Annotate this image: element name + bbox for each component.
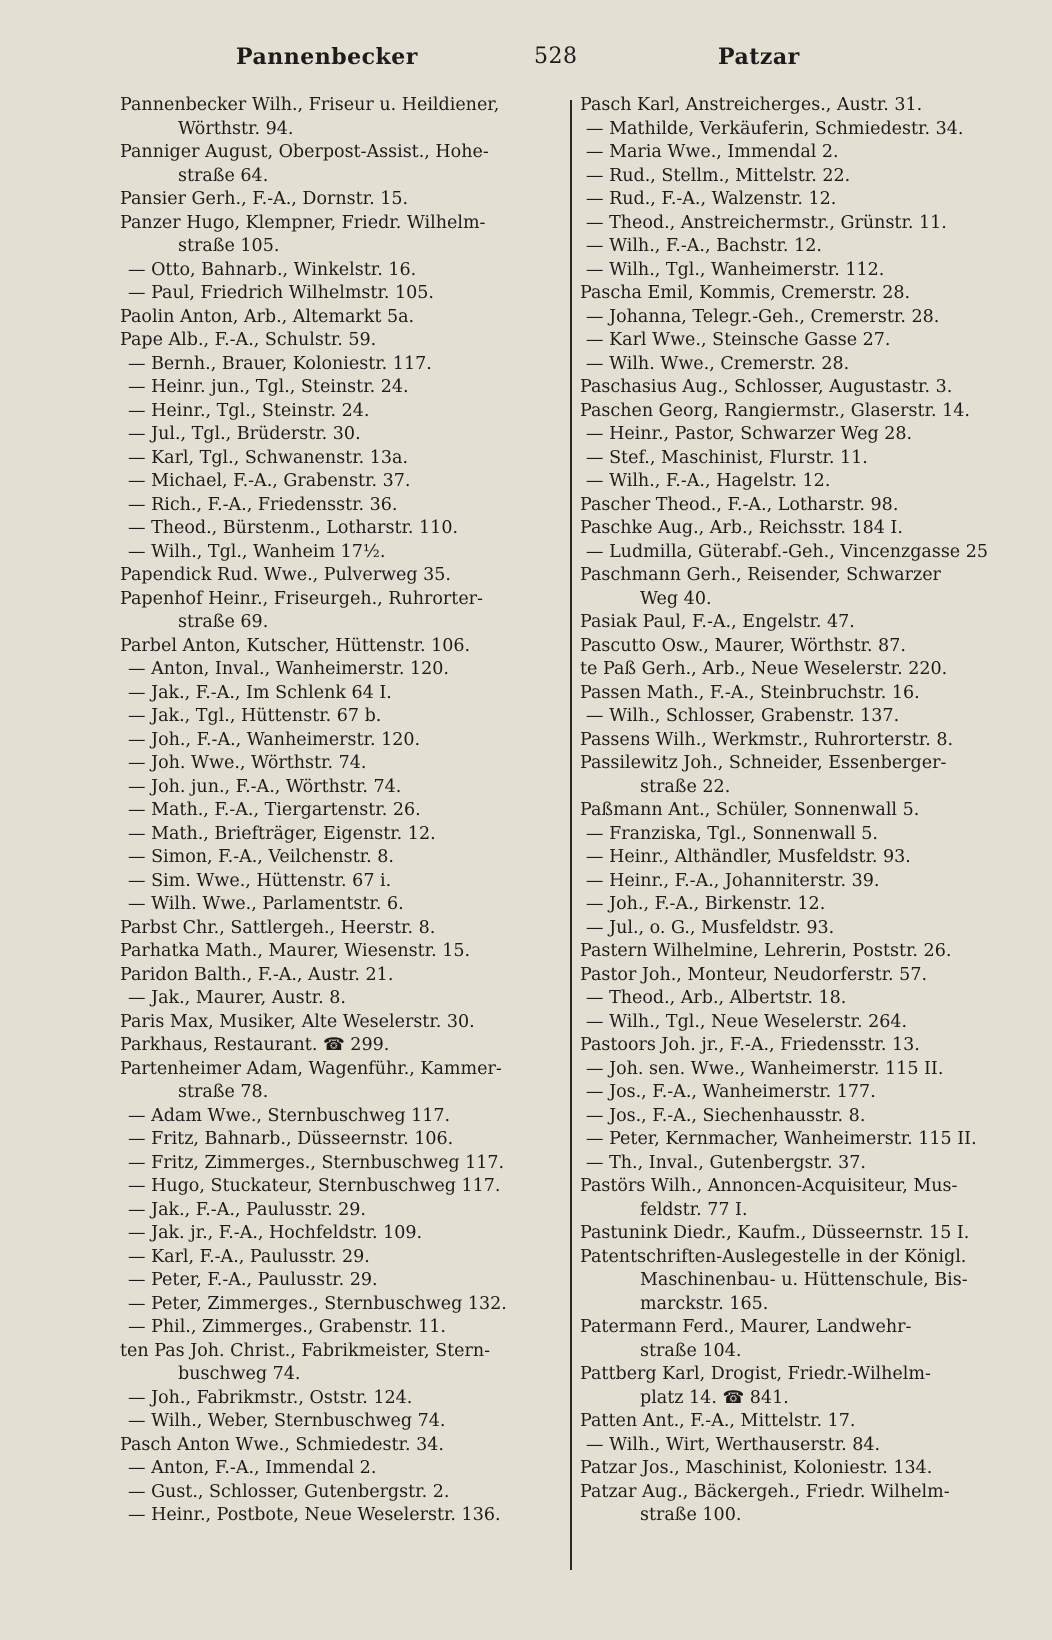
directory-line: — Karl, Tgl., Schwanenstr. 13a. [128,447,409,468]
directory-line: buschweg 74. [178,1364,301,1384]
directory-line: Partenheimer Adam, Wagenführ., Kammer- [120,1058,502,1079]
directory-line: — Karl Wwe., Steinsche Gasse 27. [586,330,891,350]
directory-line: Pascher Theod., F.-A., Lotharstr. 98. [580,494,899,515]
directory-line: platz 14. ☎ 841. [640,1387,789,1408]
directory-line: — Jak., Tgl., Hüttenstr. 67 b. [128,706,382,726]
directory-line: straße 104. [640,1340,742,1361]
directory-line: — Phil., Zimmerges., Grabenstr. 11. [128,1317,446,1337]
directory-line: Paolin Anton, Arb., Altemarkt 5a. [120,306,415,327]
directory-line: — Wilh., Tgl., Neue Weselerstr. 264. [586,1011,908,1032]
directory-line: — Jak., Maurer, Austr. 8. [128,988,346,1008]
directory-line: Panzer Hugo, Klempner, Friedr. Wilhelm- [120,212,486,233]
directory-line: — Heinr., F.-A., Johanniterstr. 39. [586,870,880,891]
directory-line: Parbel Anton, Kutscher, Hüttenstr. 106. [120,635,471,656]
directory-line: — Wilh. Wwe., Cremerstr. 28. [586,353,850,374]
directory-line: straße 69. [178,612,269,632]
directory-line: — Franziska, Tgl., Sonnenwall 5. [586,823,878,844]
page-header [100,44,1018,84]
directory-line: — Wilh., Schlosser, Grabenstr. 137. [586,706,900,726]
directory-line: — Fritz, Zimmerges., Sternbuschweg 117. [128,1152,505,1173]
directory-line: — Maria Wwe., Immendal 2. [586,142,839,162]
directory-line: — Heinr., Tgl., Steinstr. 24. [128,400,370,421]
directory-line: — Paul, Friedrich Wilhelmstr. 105. [128,283,434,303]
directory-line: — Peter, Zimmerges., Sternbuschweg 132. [128,1293,507,1314]
directory-line: — Wilh. Wwe., Parlamentstr. 6. [128,894,404,914]
directory-line: — Peter, F.-A., Paulusstr. 29. [128,1270,378,1290]
directory-line: — Heinr. jun., Tgl., Steinstr. 24. [128,377,409,397]
directory-line: Patzar Aug., Bäckergeh., Friedr. Wilhelm- [580,1481,950,1502]
directory-line: Wörthstr. 94. [178,118,294,139]
directory-line: Patten Ant., F.-A., Mittelstr. 17. [580,1411,856,1431]
directory-line: Pape Alb., F.-A., Schulstr. 59. [120,330,377,350]
directory-line: — Jos., F.-A., Wanheimerstr. 177. [586,1082,876,1102]
directory-line: Pastor Joh., Monteur, Neudorferstr. 57. [580,964,928,985]
directory-line: — Simon, F.-A., Veilchenstr. 8. [128,847,394,867]
directory-line: Pastörs Wilh., Annoncen-Acquisiteur, Mus- [580,1176,958,1196]
directory-line: — Wilh., F.-A., Hagelstr. 12. [586,471,831,491]
directory-line: Parbst Chr., Sattlergeh., Heerstr. 8. [120,917,436,938]
directory-line: straße 64. [178,165,269,186]
directory-line: marckstr. 165. [640,1293,769,1314]
directory-line: te Paß Gerh., Arb., Neue Weselerstr. 220. [580,659,948,679]
directory-line: feldstr. 77 I. [640,1199,748,1220]
directory-line: — Heinr., Postbote, Neue Weselerstr. 136. [128,1505,501,1525]
header-last-name: Patzar [718,44,800,70]
directory-line: Pastern Wilhelmine, Lehrerin, Poststr. 26. [580,941,952,961]
directory-line: — Rud., F.-A., Walzenstr. 12. [586,189,837,209]
directory-line: Paschen Georg, Rangiermstr., Glaserstr. 14. [580,400,970,421]
directory-line: Pasch Karl, Anstreicherges., Austr. 31. [580,95,923,115]
directory-line: Pasiak Paul, F.-A., Engelstr. 47. [580,612,855,632]
directory-line: Paßmann Ant., Schüler, Sonnenwall 5. [580,800,920,820]
directory-line: Patzar Jos., Maschinist, Koloniestr. 134. [580,1458,933,1478]
directory-line: Pascutto Osw., Maurer, Wörthstr. 87. [580,635,906,656]
directory-line: — Joh. Wwe., Wörthstr. 74. [128,753,367,773]
directory-line: — Sim. Wwe., Hüttenstr. 67 i. [128,870,392,891]
directory-line: — Theod., Arb., Albertstr. 18. [586,988,847,1008]
directory-line: — Otto, Bahnarb., Winkelstr. 16. [128,259,417,280]
directory-line: straße 105. [178,236,280,256]
directory-line: — Joh., F.-A., Wanheimerstr. 120. [128,729,421,750]
directory-line: — Theod., Bürstenm., Lotharstr. 110. [128,518,459,538]
directory-line: — Theod., Anstreichermstr., Grünstr. 11. [586,212,947,233]
directory-line: — Mathilde, Verkäuferin, Schmiedestr. 34. [586,118,964,139]
right-column [580,94,1020,1528]
directory-line: — Hugo, Stuckateur, Sternbuschweg 117. [128,1176,501,1196]
directory-line: — Jul., o. G., Musfeldstr. 93. [586,917,835,938]
directory-line: Passilewitz Joh., Schneider, Essenberger- [580,753,947,773]
directory-line: — Michael, F.-A., Grabenstr. 37. [128,471,411,491]
directory-line: Patermann Ferd., Maurer, Landwehr- [580,1317,912,1337]
directory-line: — Karl, F.-A., Paulusstr. 29. [128,1246,370,1267]
directory-line: — Joh. jun., F.-A., Wörthstr. 74. [128,776,402,797]
directory-line: straße 100. [640,1505,742,1525]
directory-line: — Peter, Kernmacher, Wanheimerstr. 115 II. [586,1129,977,1149]
left-column [120,94,572,1528]
directory-line: Pansier Gerh., F.-A., Dornstr. 15. [120,189,409,209]
directory-line: Pastoors Joh. jr., F.-A., Friedensstr. 13. [580,1035,920,1055]
directory-line: — Wilh., F.-A., Bachstr. 12. [586,236,822,256]
directory-line: — Anton, F.-A., Immendal 2. [128,1458,377,1478]
directory-line: — Math., Briefträger, Eigenstr. 12. [128,823,436,844]
directory-line: Pasch Anton Wwe., Schmiedestr. 34. [120,1434,444,1455]
directory-line: — Johanna, Telegr.-Geh., Cremerstr. 28. [586,306,940,327]
directory-line: straße 78. [178,1082,269,1102]
directory-line: — Gust., Schlosser, Gutenbergstr. 2. [128,1481,450,1502]
directory-line: Maschinenbau- u. Hüttenschule, Bis- [640,1270,968,1290]
directory-line: — Wilh., Weber, Sternbuschweg 74. [128,1411,446,1431]
directory-line: Parkhaus, Restaurant. ☎ 299. [120,1035,390,1055]
directory-line: — Wilh., Wirt, Werthauserstr. 84. [586,1434,881,1455]
directory-line: — Math., F.-A., Tiergartenstr. 26. [128,800,421,820]
directory-line: Panniger August, Oberpost-Assist., Hohe- [120,142,489,162]
directory-line: — Fritz, Bahnarb., Düsseernstr. 106. [128,1129,454,1149]
directory-line: Paschke Aug., Arb., Reichsstr. 184 I. [580,518,903,538]
directory-line: — Rich., F.-A., Friedensstr. 36. [128,494,398,515]
directory-line: Pannenbecker Wilh., Friseur u. Heildiener, [120,95,500,115]
directory-line: Pattberg Karl, Drogist, Friedr.-Wilhelm- [580,1364,931,1384]
directory-line: — Joh., Fabrikmstr., Oststr. 124. [128,1387,413,1408]
directory-line: Paris Max, Musiker, Alte Weselerstr. 30. [120,1011,475,1032]
directory-line: — Ludmilla, Güterabf.-Geh., Vincenzgasse 25 [586,541,988,562]
directory-line: Patentschriften-Auslegestelle in der Königl. [580,1246,967,1267]
directory-line: Pascha Emil, Kommis, Cremerstr. 28. [580,283,911,303]
directory-line: Weg 40. [640,588,712,609]
directory-line: — Joh., F.-A., Birkenstr. 12. [586,894,826,914]
directory-line: — Wilh., Tgl., Wanheim 17½. [128,541,386,562]
page-number: 528 [534,44,578,69]
directory-line: Pastunink Diedr., Kaufm., Düsseernstr. 15 I. [580,1223,970,1243]
directory-line: Passen Math., F.-A., Steinbruchstr. 16. [580,682,920,703]
directory-line: — Wilh., Tgl., Wanheimerstr. 112. [586,259,885,280]
directory-line: — Anton, Inval., Wanheimerstr. 120. [128,659,449,679]
directory-line: Papendick Rud. Wwe., Pulverweg 35. [120,565,451,585]
directory-line: Passens Wilh., Werkmstr., Ruhrorterstr. 8. [580,729,954,750]
directory-line: — Stef., Maschinist, Flurstr. 11. [586,447,868,468]
directory-line: Paschmann Gerh., Reisender, Schwarzer [580,565,941,585]
directory-line: Parhatka Math., Maurer, Wiesenstr. 15. [120,941,471,961]
directory-line: — Heinr., Althändler, Musfeldstr. 93. [586,847,911,867]
directory-line: — Joh. sen. Wwe., Wanheimerstr. 115 II. [586,1058,944,1079]
header-first-name: Pannenbecker [236,44,418,70]
directory-line: — Rud., Stellm., Mittelstr. 22. [586,165,851,186]
directory-line: — Jos., F.-A., Siechenhausstr. 8. [586,1105,866,1126]
directory-line: Papenhof Heinr., Friseurgeh., Ruhrorter- [120,588,483,609]
directory-line: ten Pas Joh. Christ., Fabrikmeister, Stern- [120,1340,491,1361]
directory-line: — Heinr., Pastor, Schwarzer Weg 28. [586,424,913,444]
directory-line: Paridon Balth., F.-A., Austr. 21. [120,964,394,985]
directory-line: — Jak., F.-A., Paulusstr. 29. [128,1199,366,1220]
directory-line: Paschasius Aug., Schlosser, Augustastr. 3. [580,377,953,397]
directory-line: — Bernh., Brauer, Koloniestr. 117. [128,353,432,374]
directory-line: — Jak. jr., F.-A., Hochfeldstr. 109. [128,1223,423,1243]
directory-line: — Th., Inval., Gutenbergstr. 37. [586,1152,866,1173]
directory-line: straße 22. [640,776,731,797]
directory-line: — Adam Wwe., Sternbuschweg 117. [128,1105,451,1126]
directory-line: — Jak., F.-A., Im Schlenk 64 I. [128,682,392,703]
directory-line: — Jul., Tgl., Brüderstr. 30. [128,424,361,444]
